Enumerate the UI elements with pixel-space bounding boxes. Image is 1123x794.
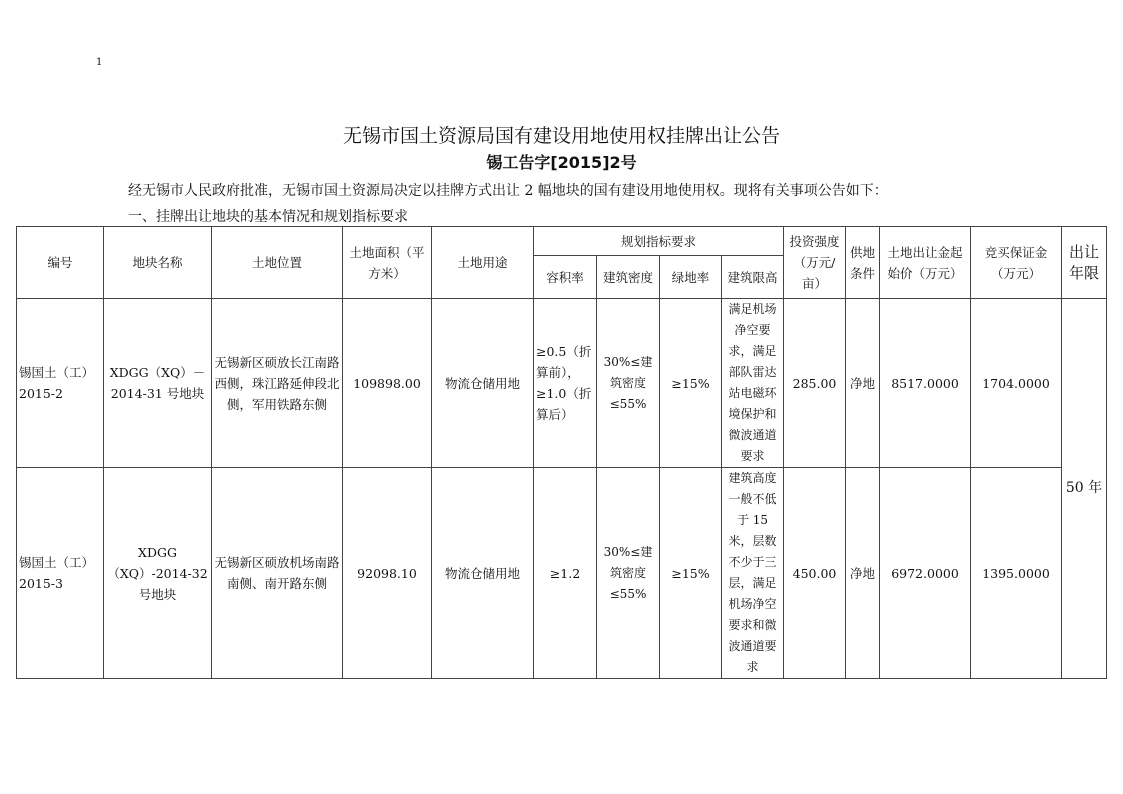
cell-start-price: 6972.0000 (880, 468, 971, 679)
header-far: 容积率 (534, 256, 597, 299)
header-planning: 规划指标要求 (534, 227, 784, 256)
table-row (17, 468, 1107, 679)
cell-supply: 净地 (846, 299, 880, 468)
cell-term: 50 年 (1062, 299, 1107, 679)
cell-start-price: 8517.0000 (880, 299, 971, 468)
cell-green: ≥15% (660, 468, 722, 679)
header-deposit: 竞买保证金（万元） (971, 227, 1062, 299)
cell-supply: 净地 (846, 468, 880, 679)
header-id: 编号 (17, 227, 104, 299)
cell-far: ≥1.2 (534, 468, 597, 679)
land-parcel-table (16, 226, 1107, 679)
cell-investment: 285.00 (784, 299, 846, 468)
cell-use: 物流仓储用地 (432, 468, 534, 679)
header-start-price: 土地出让金起始价（万元） (880, 227, 971, 299)
cell-deposit: 1704.0000 (971, 299, 1062, 468)
document-number: 锡工告字[2015]2号 (486, 153, 637, 172)
header-supply: 供地条件 (846, 227, 880, 299)
cell-name: XDGG（XQ）-2014-32 号地块 (104, 468, 212, 679)
header-height: 建筑限高 (722, 256, 784, 299)
cell-use: 物流仓储用地 (432, 299, 534, 468)
intro-paragraph: 经无锡市人民政府批准，无锡市国土资源局决定以挂牌方式出让 2 幅地块的国有建设用地使用权。现将有关事项公告如下： (128, 183, 888, 199)
cell-location: 无锡新区硕放机场南路南侧、南开路东侧 (212, 468, 343, 679)
header-term: 出让年限 (1062, 227, 1107, 299)
cell-name: XDGG（XQ）－2014-31 号地块 (104, 299, 212, 468)
header-name: 地块名称 (104, 227, 212, 299)
header-location: 土地位置 (212, 227, 343, 299)
cell-location: 无锡新区硕放长江南路西侧，珠江路延伸段北侧，军用铁路东侧 (212, 299, 343, 468)
cell-height: 满足机场净空要求，满足部队雷达站电磁环境保护和微波通道要求 (722, 299, 784, 468)
header-green: 绿地率 (660, 256, 722, 299)
cell-density: 30%≤建筑密度≤55% (597, 299, 660, 468)
cell-id: 锡国土（工）2015-2 (17, 299, 104, 468)
header-area: 土地面积（平方米） (343, 227, 432, 299)
header-use: 土地用途 (432, 227, 534, 299)
cell-area: 92098.10 (343, 468, 432, 679)
cell-id: 锡国土（工）2015-3 (17, 468, 104, 679)
header-investment: 投资强度（万元/亩） (784, 227, 846, 299)
cell-height: 建筑高度一般不低于 15 米，层数不少于三层，满足机场净空要求和微波通道要求 (722, 468, 784, 679)
cell-green: ≥15% (660, 299, 722, 468)
header-density: 建筑密度 (597, 256, 660, 299)
cell-area: 109898.00 (343, 299, 432, 468)
cell-investment: 450.00 (784, 468, 846, 679)
section-heading: 一、挂牌出让地块的基本情况和规划指标要求 (128, 209, 408, 225)
page-title: 无锡市国土资源局国有建设用地使用权挂牌出让公告 (342, 125, 780, 147)
table-row (17, 299, 1107, 468)
cell-far: ≥0.5（折算前），≥1.0（折算后） (534, 299, 597, 468)
page-number: 1 (96, 57, 103, 68)
cell-density: 30%≤建筑密度≤55% (597, 468, 660, 679)
cell-deposit: 1395.0000 (971, 468, 1062, 679)
